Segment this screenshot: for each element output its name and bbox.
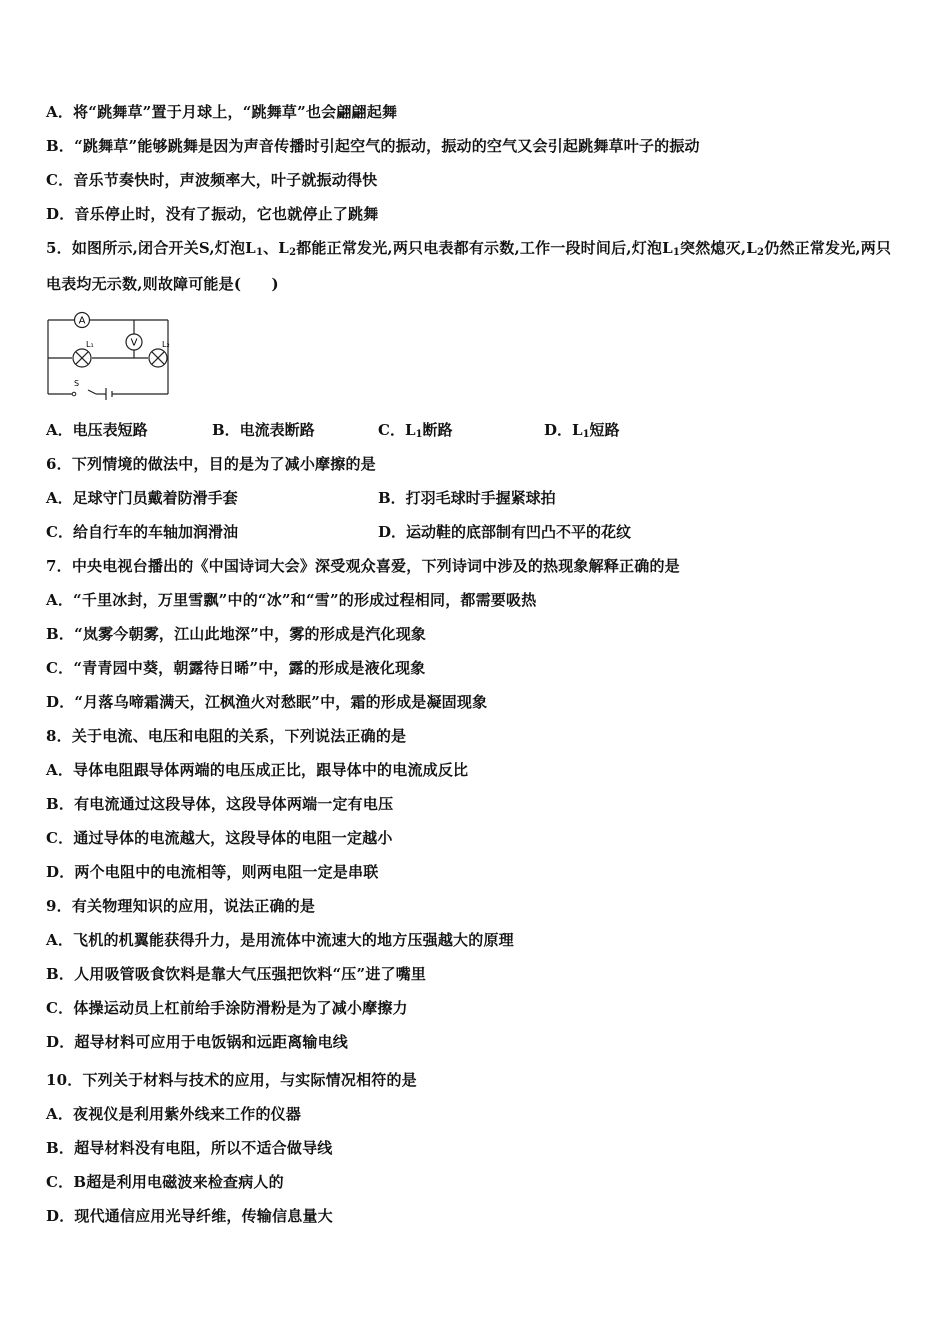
q10-option-a: A．夜视仪是利用紫外线来工作的仪器 [46, 1105, 302, 1123]
q7-option-c: C．“青青园中葵，朝露待日晞”中，露的形成是液化现象 [46, 659, 426, 677]
q8-option-c: C．通过导体的电流越大，这段导体的电阻一定越小 [46, 829, 393, 847]
q4-option-d: D．音乐停止时，没有了振动，它也就停止了跳舞 [46, 205, 379, 223]
ammeter-label: A [78, 315, 86, 327]
lamp-l2-icon [149, 340, 170, 367]
q7-option-b: B．“岚雾今朝雾，江山此地深”中，雾的形成是汽化现象 [46, 625, 427, 643]
voltmeter-icon [126, 334, 142, 350]
q9-option-d: D．超导材料可应用于电饭锅和远距离输电线 [46, 1033, 349, 1051]
voltmeter-label: V [130, 337, 138, 349]
q9-stem: 9．有关物理知识的应用，说法正确的是 [46, 897, 316, 915]
q5-option-a: A．电压表短路 [46, 421, 148, 439]
switch-icon [72, 379, 79, 396]
q5-option-d: D．$L_1$短路 [544, 421, 620, 440]
q8-stem: 8．关于电流、电压和电阻的关系，下列说法正确的是 [46, 727, 407, 745]
lamp-l1-label: L₁ [86, 340, 94, 349]
q4-option-c: C．音乐节奏快时，声波频率大，叶子就振动得快 [46, 171, 378, 189]
q6-option-a: A．足球守门员戴着防滑手套 [46, 489, 238, 507]
q10-stem: 10．下列关于材料与技术的应用，与实际情况相符的是 [46, 1071, 417, 1089]
q7-option-a: A．“千里冰封，万里雪飘”中的“冰”和“雪”的形成过程相同，都需要吸热 [46, 591, 537, 609]
q6-option-b: B．打羽毛球时手握紧球拍 [378, 489, 556, 507]
q5-option-c: C．$L_1$断路 [378, 421, 453, 440]
q9-option-a: A．飞机的机翼能获得升力，是用流体中流速大的地方压强越大的原理 [46, 931, 514, 949]
q10-option-c: C．B超是利用电磁波来检查病人的 [46, 1173, 284, 1191]
q6-option-c: C．给自行车的车轴加润滑油 [46, 523, 238, 541]
circuit-diagram [44, 310, 184, 400]
q5-stem: 5．如图所示,闭合开关S,灯泡$L_1$、$L_2$都能正常发光,两只电表都有示数,工作一段时间后,灯泡$L_1$突然熄灭$,L_2$仍然正常发光,两只电表均无示数,则故障可能是( ) [46, 239, 892, 293]
q8-option-a: A．导体电阻跟导体两端的电压成正比，跟导体中的电流成反比 [46, 761, 469, 779]
ammeter-icon [75, 313, 90, 328]
q8-option-b: B．有电流通过这段导体，这段导体两端一定有电压 [46, 795, 394, 813]
q8-option-d: D．两个电阻中的电流相等，则两电阻一定是串联 [46, 863, 379, 881]
switch-label: S [74, 379, 80, 388]
lamp-l2-label: L₂ [162, 340, 170, 349]
q6-options-row1 [46, 488, 556, 508]
q4-option-a: A．将“跳舞草”置于月球上，“跳舞草”也会翩翩起舞 [46, 103, 398, 121]
q4-option-b: B．“跳舞草”能够跳舞是因为声音传播时引起空气的振动，振动的空气又会引起跳舞草叶子的振动 [46, 137, 700, 155]
lamp-l1-icon [73, 340, 94, 367]
q7-option-d: D．“月落乌啼霜满天，江枫渔火对愁眠”中，霜的形成是凝固现象 [46, 693, 488, 711]
q10-option-b: B．超导材料没有电阻，所以不适合做导线 [46, 1139, 333, 1157]
q7-stem: 7．中央电视台播出的《中国诗词大会》深受观众喜爱，下列诗词中涉及的热现象解释正确的是 [46, 557, 680, 575]
q6-options-row2 [46, 522, 631, 542]
q6-option-d: D．运动鞋的底部制有凹凸不平的花纹 [378, 523, 632, 541]
q9-option-c: C．体操运动员上杠前给手涂防滑粉是为了减小摩擦力 [46, 999, 408, 1017]
q9-option-b: B．人用吸管吸食饮料是靠大气压强把饮料“压”进了嘴里 [46, 965, 427, 983]
q5-options [46, 420, 620, 440]
q5-option-b: B．电流表断路 [212, 421, 315, 439]
q10-option-d: D．现代通信应用光导纤维，传输信息量大 [46, 1207, 333, 1225]
q6-stem: 6．下列情境的做法中，目的是为了减小摩擦的是 [46, 455, 376, 473]
